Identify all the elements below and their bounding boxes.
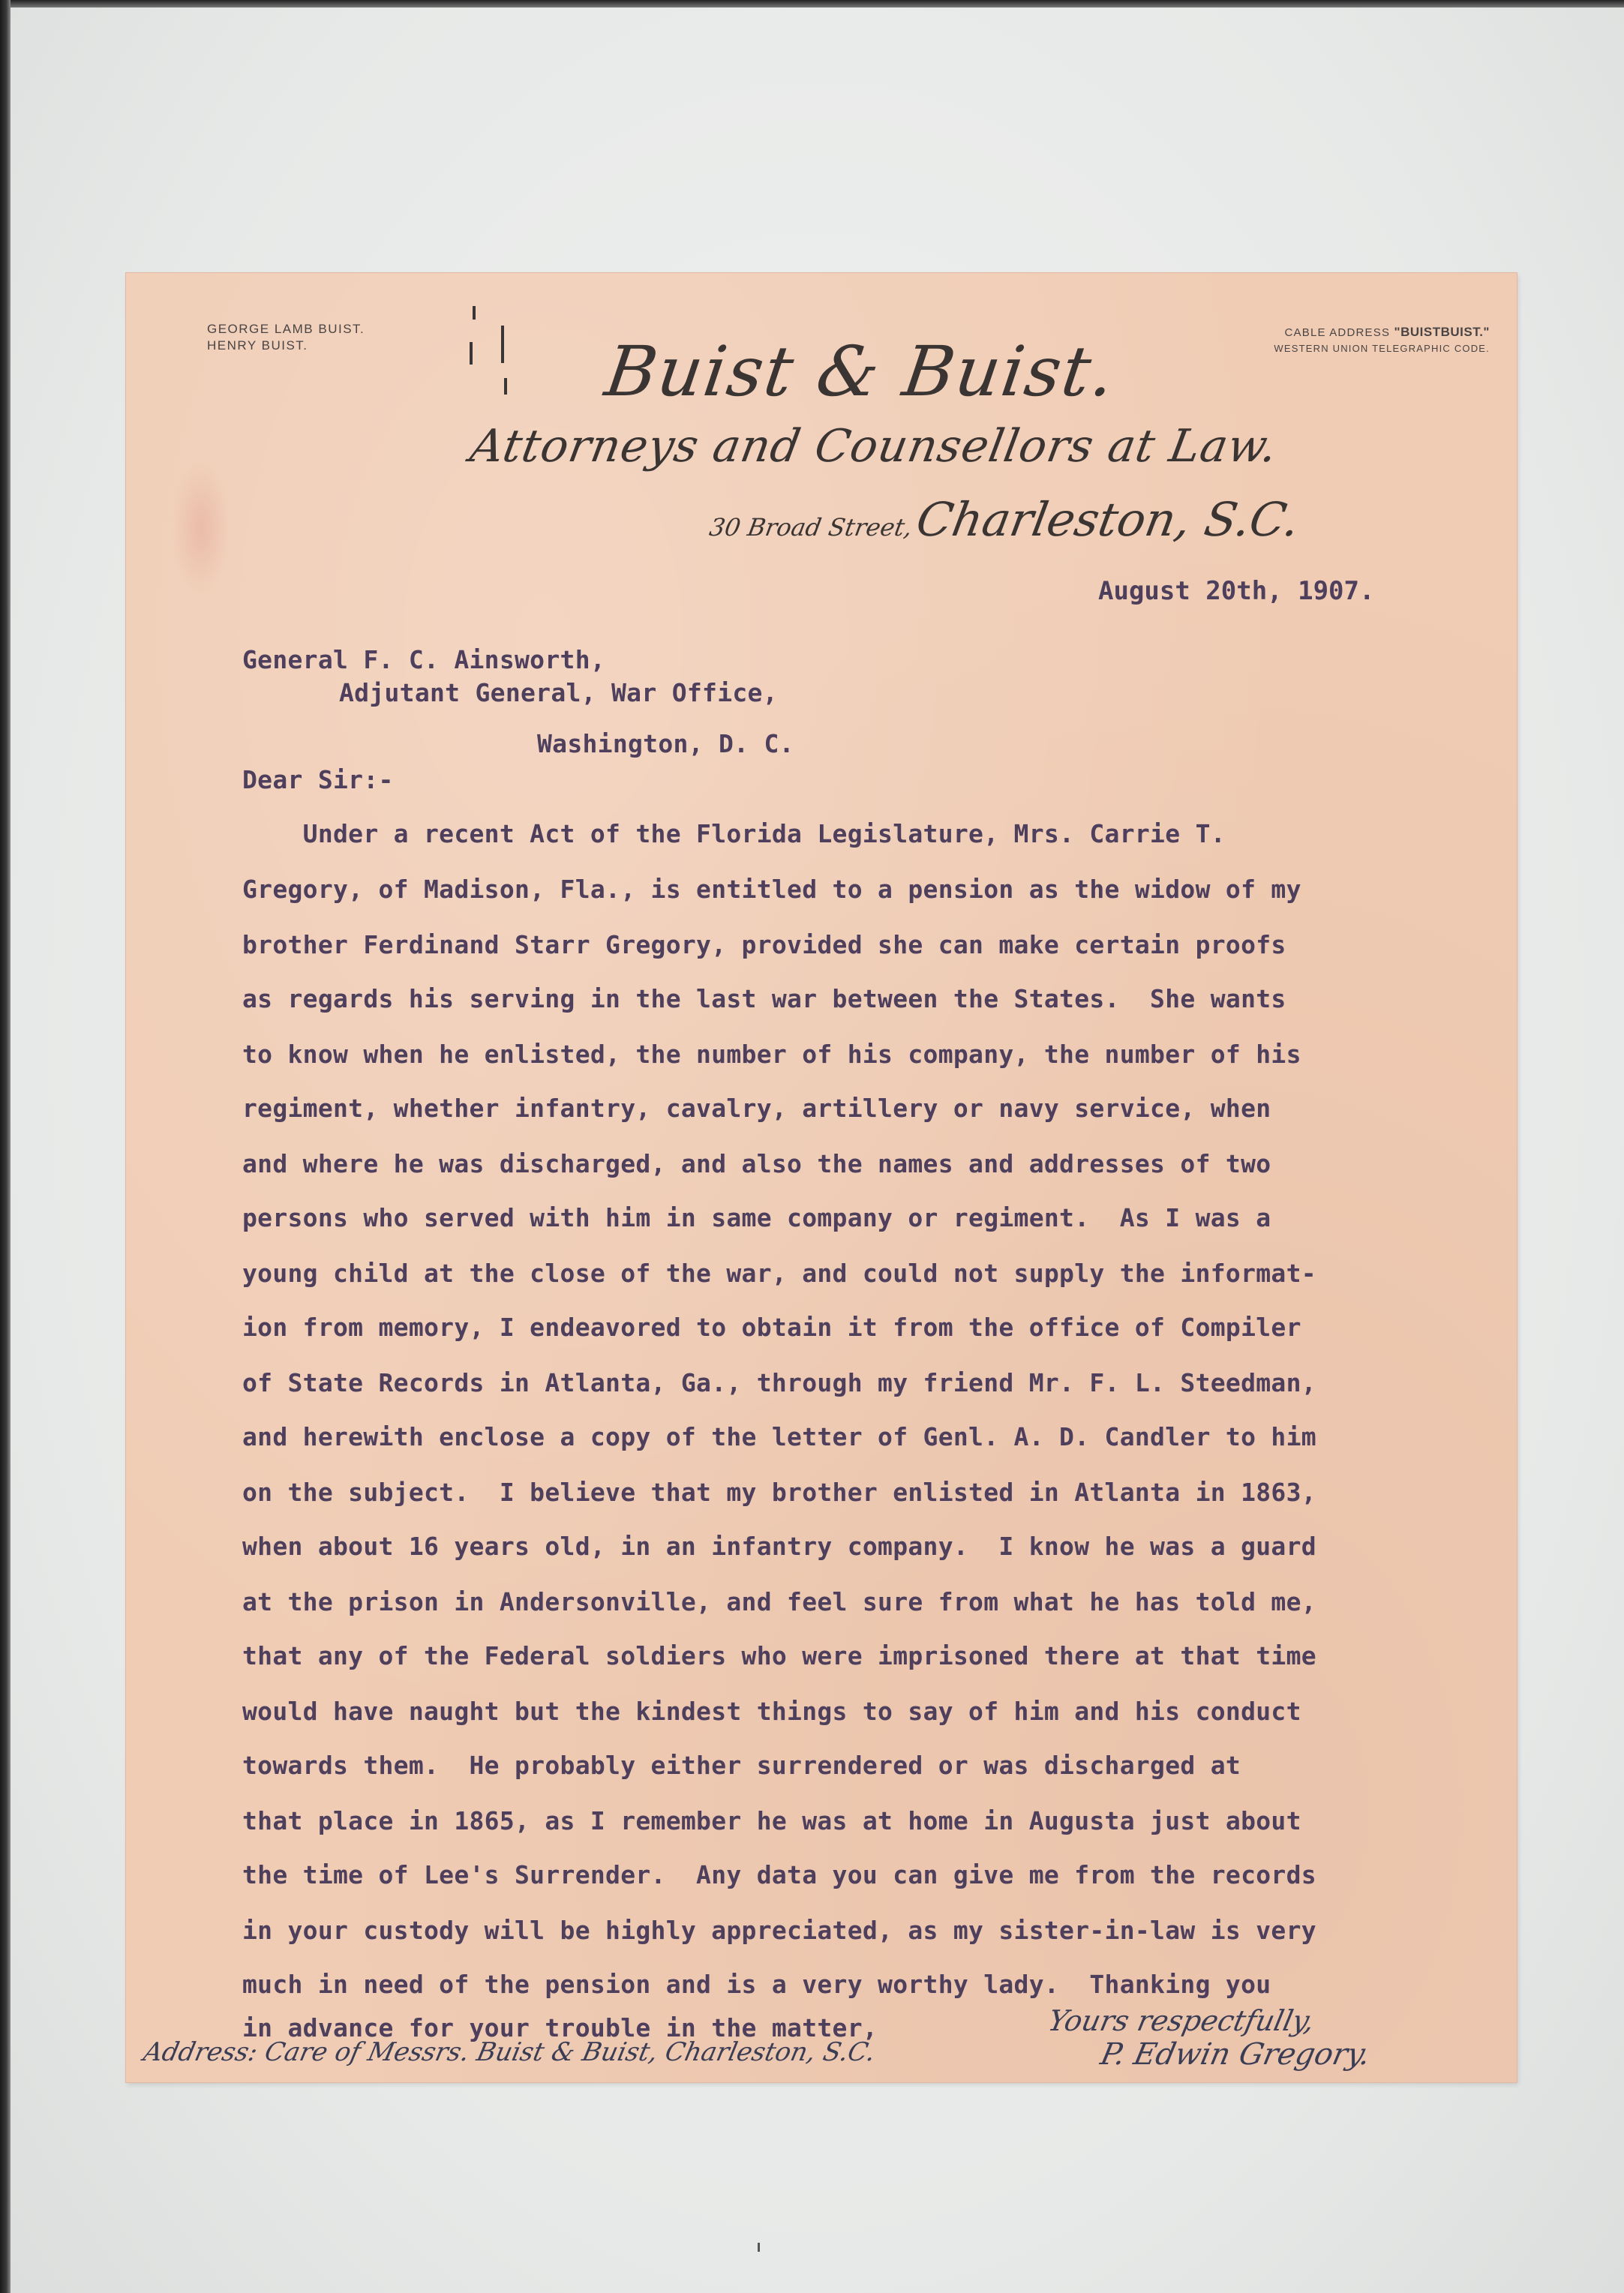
letter-date: August 20th, 1907.	[1098, 576, 1375, 606]
body-line: towards them. He probably either surrendered or was discharged at	[242, 1751, 1241, 1780]
recipient-line: Washington, D. C.	[537, 729, 794, 758]
firm-address	[707, 492, 1304, 547]
body-line: and where he was discharged, and also the names and addresses of two	[242, 1149, 1271, 1178]
body-line: as regards his serving in the last war between the States. She wants	[242, 984, 1286, 1013]
signature-handwritten: P. Edwin Gregory.	[1097, 2037, 1373, 2072]
body-line: Gregory, of Madison, Fla., is entitled to a pension as the widow of my	[242, 875, 1301, 904]
body-line: that place in 1865, as I remember he was at home in Augusta just about	[242, 1806, 1301, 1835]
body-line: would have naught but the kindest things to say of him and his conduct	[242, 1697, 1301, 1726]
closing-handwritten: Yours respectfully,	[1045, 2004, 1318, 2037]
cable-label: CABLE ADDRESS	[1284, 326, 1391, 339]
body-line: and herewith enclose a copy of the letter of Genl. A. D. Candler to him	[242, 1422, 1316, 1451]
body-line: regiment, whether infantry, cavalry, artillery or navy service, when	[242, 1094, 1271, 1123]
body-line: ion from memory, I endeavored to obtain it from the office of Compiler	[242, 1313, 1301, 1342]
firm-street: 30 Broad Street,	[707, 513, 915, 542]
punch-mark	[758, 2243, 760, 2252]
letterhead-cable-info	[1274, 324, 1490, 356]
scan-edge-top	[0, 0, 1624, 8]
firm-name: Buist & Buist.	[600, 332, 1121, 412]
firm-city: Charleston, S.C.	[912, 492, 1304, 547]
body-line: persons who served with him in same company or regiment. As I was a	[242, 1203, 1271, 1232]
body-line: of State Records in Atlanta, Ga., through my friend Mr. F. L. Steedman,	[242, 1368, 1316, 1397]
body-line: on the subject. I believe that my brother enlisted in Atlanta in 1863,	[242, 1478, 1316, 1507]
body-line: Under a recent Act of the Florida Legislature, Mrs. Carrie T.	[242, 819, 1226, 848]
partner-name: GEORGE LAMB BUIST.	[207, 322, 365, 336]
recipient-line: General F. C. Ainsworth,	[242, 645, 606, 674]
letterhead-partners	[207, 321, 365, 354]
body-line: young child at the close of the war, and could not supply the informat-	[242, 1259, 1316, 1288]
firm-title: Attorneys and Counsellors at Law.	[466, 420, 1282, 473]
body-line: the time of Lee's Surrender. Any data you can give me from the records	[242, 1860, 1316, 1889]
return-address-handwritten: Address: Care of Messrs. Buist & Buist, Charleston, S.C.	[140, 2037, 878, 2067]
punch-mark	[470, 342, 473, 365]
punch-mark	[473, 306, 476, 320]
punch-mark	[501, 326, 504, 363]
body-line: at the prison in Andersonville, and feel sure from what he has told me,	[242, 1587, 1316, 1616]
body-line: in advance for your trouble in the matter,	[242, 2013, 878, 2042]
cable-code: "BUISTBUIST."	[1394, 325, 1490, 339]
body-line: in your custody will be highly appreciated, as my sister-in-law is very	[242, 1916, 1316, 1945]
letter-sheet	[126, 273, 1517, 2082]
body-line: that any of the Federal soldiers who were imprisoned there at that time	[242, 1641, 1316, 1670]
ink-stain	[171, 461, 231, 596]
cable-address	[1274, 324, 1490, 341]
scan-edge-left	[0, 0, 11, 2293]
punch-mark	[504, 378, 507, 395]
recipient-line: Adjutant General, War Office,	[339, 678, 778, 707]
body-line: when about 16 years old, in an infantry company. I know he was a guard	[242, 1532, 1316, 1561]
salutation: Dear Sir:-	[242, 765, 394, 794]
body-line: to know when he enlisted, the number of his company, the number of his	[242, 1040, 1301, 1069]
partner-name: HENRY BUIST.	[207, 338, 308, 353]
telegraph-code: WESTERN UNION TELEGRAPHIC CODE.	[1274, 343, 1490, 354]
body-line: much in need of the pension and is a very worthy lady. Thanking you	[242, 1970, 1271, 1999]
body-line: brother Ferdinand Starr Gregory, provided she can make certain proofs	[242, 930, 1286, 959]
